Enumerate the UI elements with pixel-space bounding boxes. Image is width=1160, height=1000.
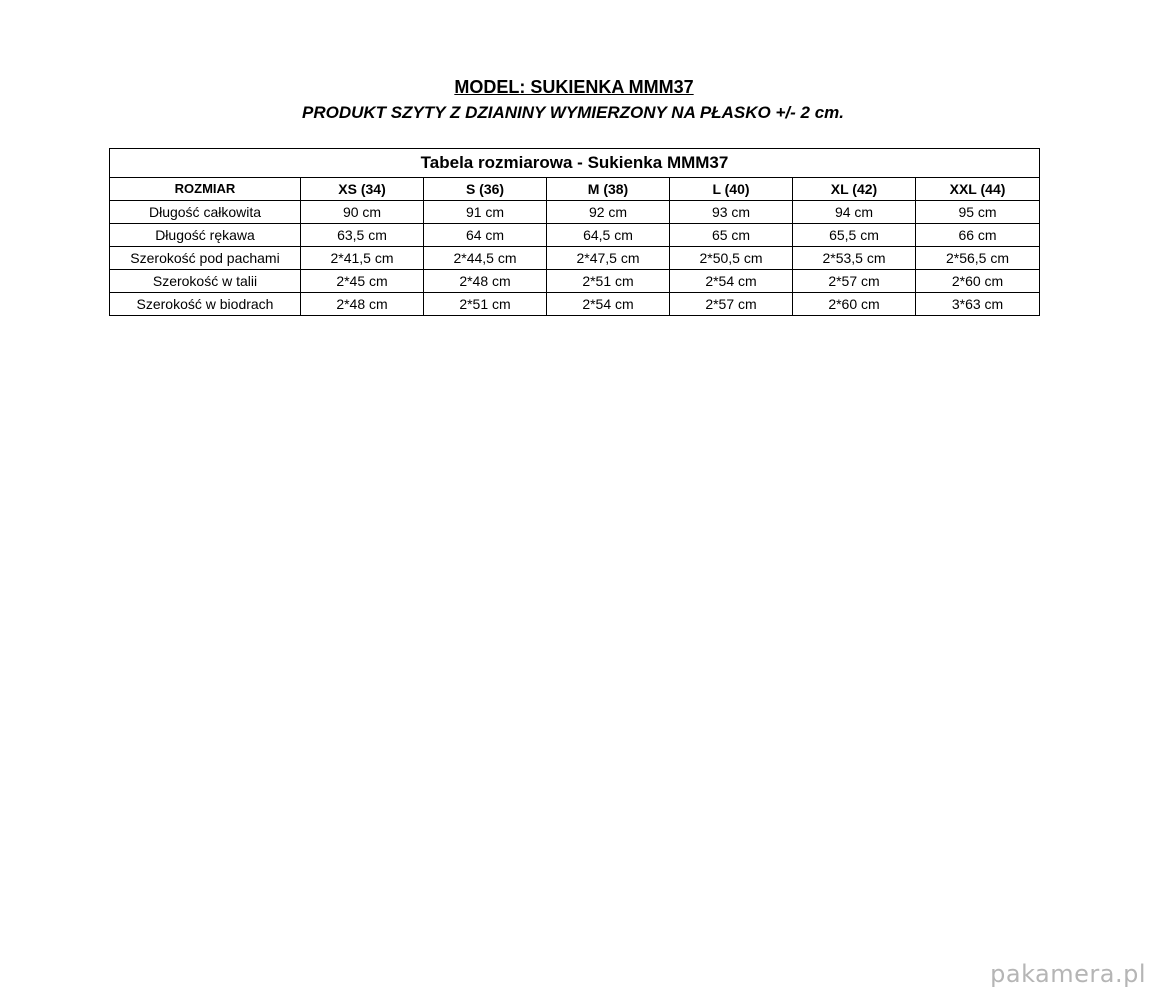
- table-cell: 2*48 cm: [424, 270, 547, 293]
- watermark-logo: pakamera.pl: [990, 960, 1146, 988]
- table-row: [110, 293, 1040, 316]
- table-cell: 64,5 cm: [547, 224, 670, 247]
- table-row: [110, 247, 1040, 270]
- table-cell: 93 cm: [670, 201, 793, 224]
- table-cell: 2*51 cm: [547, 270, 670, 293]
- table-cell: 2*54 cm: [547, 293, 670, 316]
- table-caption-row: [110, 149, 1040, 178]
- table-cell: 2*56,5 cm: [916, 247, 1040, 270]
- table-cell: 63,5 cm: [301, 224, 424, 247]
- row-label: Szerokość pod pachami: [110, 247, 301, 270]
- size-table: [109, 148, 1040, 316]
- table-cell: 95 cm: [916, 201, 1040, 224]
- size-header: XS (34): [301, 178, 424, 201]
- table-cell: 2*45 cm: [301, 270, 424, 293]
- table-cell: 2*41,5 cm: [301, 247, 424, 270]
- document-title: MODEL: SUKIENKA MMM37: [454, 77, 694, 97]
- table-cell: 64 cm: [424, 224, 547, 247]
- table-row: [110, 270, 1040, 293]
- table-row: [110, 224, 1040, 247]
- table-cell: 2*44,5 cm: [424, 247, 547, 270]
- table-cell: 2*51 cm: [424, 293, 547, 316]
- table-cell: 94 cm: [793, 201, 916, 224]
- table-cell: 3*63 cm: [916, 293, 1040, 316]
- size-header: L (40): [670, 178, 793, 201]
- table-cell: 90 cm: [301, 201, 424, 224]
- table-cell: 2*57 cm: [670, 293, 793, 316]
- row-label: Szerokość w talii: [110, 270, 301, 293]
- size-header: S (36): [424, 178, 547, 201]
- row-label: Długość rękawa: [110, 224, 301, 247]
- size-header: M (38): [547, 178, 670, 201]
- table-cell: 2*60 cm: [793, 293, 916, 316]
- table-cell: 2*54 cm: [670, 270, 793, 293]
- row-label: Długość całkowita: [110, 201, 301, 224]
- row-label: Szerokość w biodrach: [110, 293, 301, 316]
- table-row: [110, 201, 1040, 224]
- table-cell: 92 cm: [547, 201, 670, 224]
- table-cell: 2*60 cm: [916, 270, 1040, 293]
- document-subtitle: PRODUKT SZYTY Z DZIANINY WYMIERZONY NA PŁASKO +/- 2 cm.: [301, 103, 845, 122]
- table-cell: 65,5 cm: [793, 224, 916, 247]
- table-cell: 2*48 cm: [301, 293, 424, 316]
- size-header: XL (42): [793, 178, 916, 201]
- table-header-row: [110, 178, 1040, 201]
- corner-header: ROZMIAR: [110, 178, 301, 201]
- table-cell: 2*50,5 cm: [670, 247, 793, 270]
- size-header: XXL (44): [916, 178, 1040, 201]
- table-cell: 2*53,5 cm: [793, 247, 916, 270]
- table-cell: 2*47,5 cm: [547, 247, 670, 270]
- table-caption: Tabela rozmiarowa - Sukienka MMM37: [110, 149, 1040, 178]
- table-cell: 66 cm: [916, 224, 1040, 247]
- table-cell: 2*57 cm: [793, 270, 916, 293]
- table-cell: 91 cm: [424, 201, 547, 224]
- table-cell: 65 cm: [670, 224, 793, 247]
